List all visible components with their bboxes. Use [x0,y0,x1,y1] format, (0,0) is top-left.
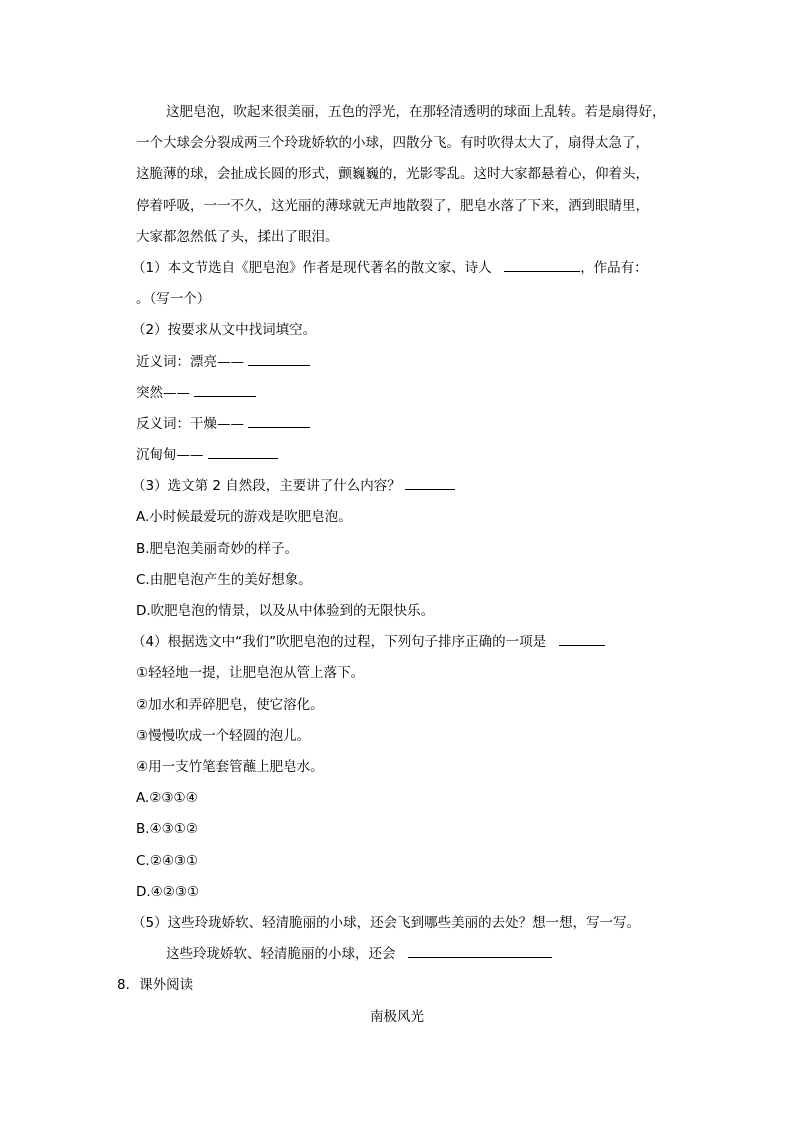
question-text: （3）选文第 2 自然段，主要讲了什么内容？ [132,478,401,495]
question-text: ，作品有： [580,259,648,276]
fill-item [0,409,794,440]
passage-line: 大家都忽然低了头，揉出了眼泪。 [136,228,339,245]
option: B.肥皂泡美丽奇妙的样子。 [136,540,299,557]
option: B.④③①② [136,821,198,838]
answer-blank[interactable] [248,351,310,366]
fill-item [0,347,794,378]
sentence: ④用一支竹笔套管蘸上肥皂水。 [136,758,324,775]
question-2: （2）按要求从文中找词填空。 [132,322,317,339]
sentence: ①轻轻地一提，让肥皂泡从管上落下。 [136,665,365,682]
answer-blank[interactable] [559,631,605,646]
answer-blank[interactable] [208,444,278,459]
passage-line: 这肥皂泡，吹起来很美丽，五色的浮光，在那轻清透明的球面上乱转。若是扇得好， [166,104,666,120]
question-text: （4）根据选文中“我们”吹肥皂泡的过程，下列句子排序正确的一项是 [132,634,547,651]
question-1-line2: 。（写一个） [136,291,211,308]
section-8-label: 8．课外阅读 [117,977,194,994]
passage-line: 停着呼吸，一一不久，这光丽的薄球就无声地散裂了，肥皂水落了下来，洒到眼睛里， [136,197,649,214]
question-1 [0,253,794,284]
passage-line: 一个大球会分裂成两三个玲珑娇软的小球，四散分飞。有时吹得太大了，扇得太急了， [136,135,649,152]
answer-blank[interactable] [248,413,310,428]
sentence: ③慢慢吹成一个轻圆的泡儿。 [136,727,311,744]
fill-item [0,378,794,409]
option: A.小时候最爱玩的游戏是吹肥皂泡。 [136,509,352,526]
answer-blank[interactable] [408,943,552,958]
answer-blank[interactable] [405,475,455,490]
document-page [0,97,794,1034]
option: D.④②③① [136,883,200,900]
option: D.吹肥皂泡的情景，以及从中体验到的无限快乐。 [136,603,435,619]
question-4 [0,627,794,658]
sentence: ②加水和弄碎肥皂，使它溶化。 [136,696,324,713]
question-3 [0,471,794,502]
fill-label: 突然—— [136,384,190,401]
answer-prefix: 这些玲珑娇软、轻清脆丽的小球，还会 [166,946,396,963]
option: A.②③①④ [136,790,198,807]
fill-label: 沉甸甸—— [136,447,204,464]
question-text: （1）本文节选自《肥皂泡》作者是现代著名的散文家、诗人 [132,259,492,276]
fill-label: 反义词：干燥—— [136,415,244,432]
option: C.②④③① [136,852,199,869]
answer-blank[interactable] [194,382,256,397]
question-5-answer [0,939,794,970]
question-5: （5）这些玲珑娇软、轻清脆丽的小球，还会飞到哪些美丽的去处？想一想，写一写。 [132,914,641,931]
fill-item [0,440,794,471]
answer-blank[interactable] [504,257,580,272]
option: C.由肥皂泡产生的美好想象。 [136,571,312,588]
section-8-title: 南极风光 [370,1009,424,1026]
fill-label: 近义词：漂亮—— [136,353,244,370]
passage-line: 这脆薄的球，会扯成长圆的形式，颤巍巍的，光影零乱。这时大家都悬着心，仰着头， [136,166,649,183]
